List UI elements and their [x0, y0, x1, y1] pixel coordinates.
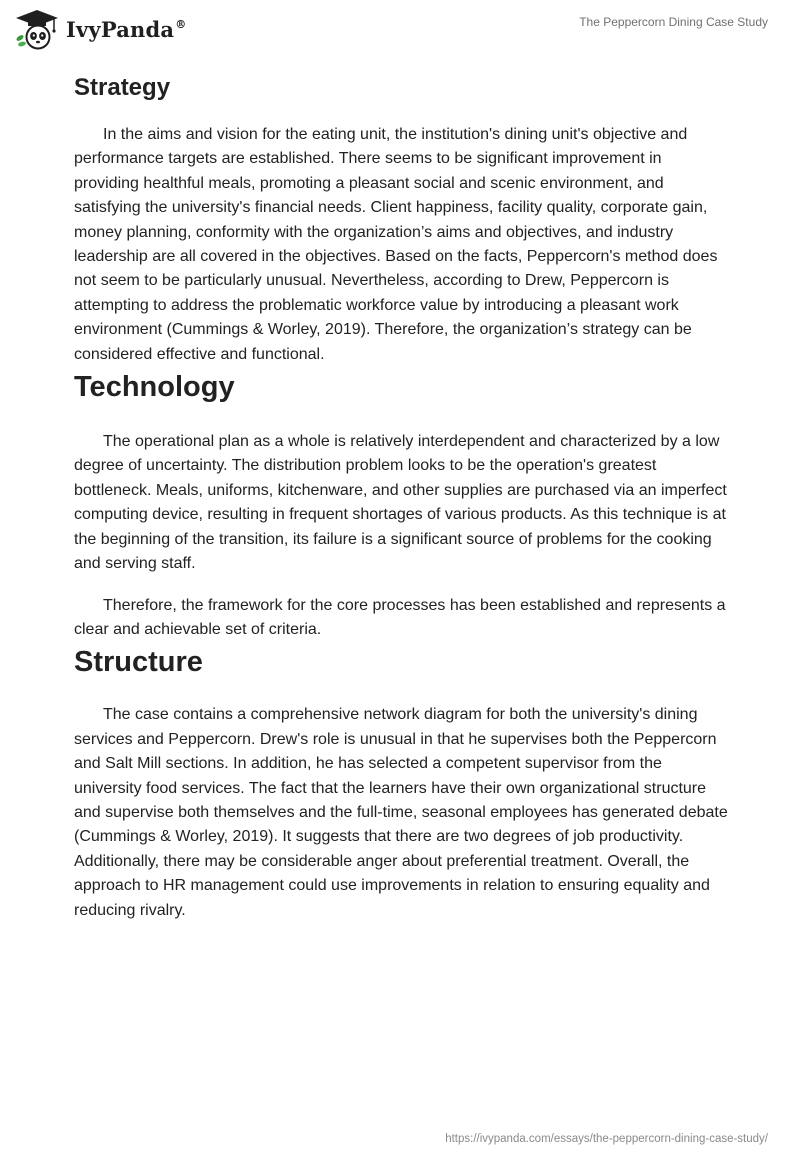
- source-url-link[interactable]: https://ivypanda.com/essays/the-peppercorn-dining-case-study/: [445, 1133, 768, 1145]
- section-heading-technology: Technology: [74, 371, 235, 404]
- technology-paragraph-1: The operational plan as a whole is relatively interdependent and characterized by a low degree of uncertainty. The distribution problem looks to be the operation's greatest bottleneck. Meals, uniforms, kitchenware, and other supplies are purchased via an imperfect computing device, resulting in frequent shortages of various products. As this technique is at the beginning of the transition, its failure is a significant source of problems for the cooking and serving staff.: [74, 433, 727, 573]
- essay-content: [74, 70, 730, 923]
- section-heading-structure: Structure: [74, 646, 203, 679]
- ivypanda-logo[interactable]: [14, 8, 186, 50]
- document-title: The Peppercorn Dining Case Study: [579, 15, 768, 29]
- structure-paragraph: The case contains a comprehensive network diagram for both the university's dining services and Peppercorn. Drew's role is unusual in that he supervises both the Peppercorn and Salt Mill sections. In addition, he has selected a competent supervisor from the university food services. The fact that the learners have their own organizational structure and supervise both themselves and the full-time, seasonal employees has generated debate (Cummings & Worley, 2019). It suggests that there are two degrees of job productivity. Additionally, there may be considerable anger about preferential treatment. Overall, the approach to HR management could use improvements in relation to ensuring equality and reducing rivalry.: [74, 706, 728, 919]
- panda-graduation-cap-icon: [14, 8, 60, 50]
- logo-wordmark: IvyPanda®: [66, 16, 187, 42]
- page-header: [0, 0, 800, 60]
- section-heading-strategy: Strategy: [74, 74, 171, 101]
- technology-paragraph-2: Therefore, the framework for the core processes has been established and represents a clear and achievable set of criteria.: [74, 596, 726, 638]
- strategy-paragraph: In the aims and vision for the eating unit, the institution's dining unit's objective and performance targets are established. There seems to be significant improvement in providing healthful meals, promoting a pleasant social and scenic environment, and satisfying the university's financial needs. Client happiness, facility quality, corporate gain, money planning, conformity with the organization’s aims and objectives, and industry leadership are all covered in the objectives. Based on the facts, Peppercorn's method does not seem to be particularly unusual. Nevertheless, according to Drew, Peppercorn is attempting to address the problematic workforce value by introducing a pleasant work environment (Cummings & Worley, 2019). Therefore, the organization’s strategy can be considered effective and functional.: [74, 126, 718, 363]
